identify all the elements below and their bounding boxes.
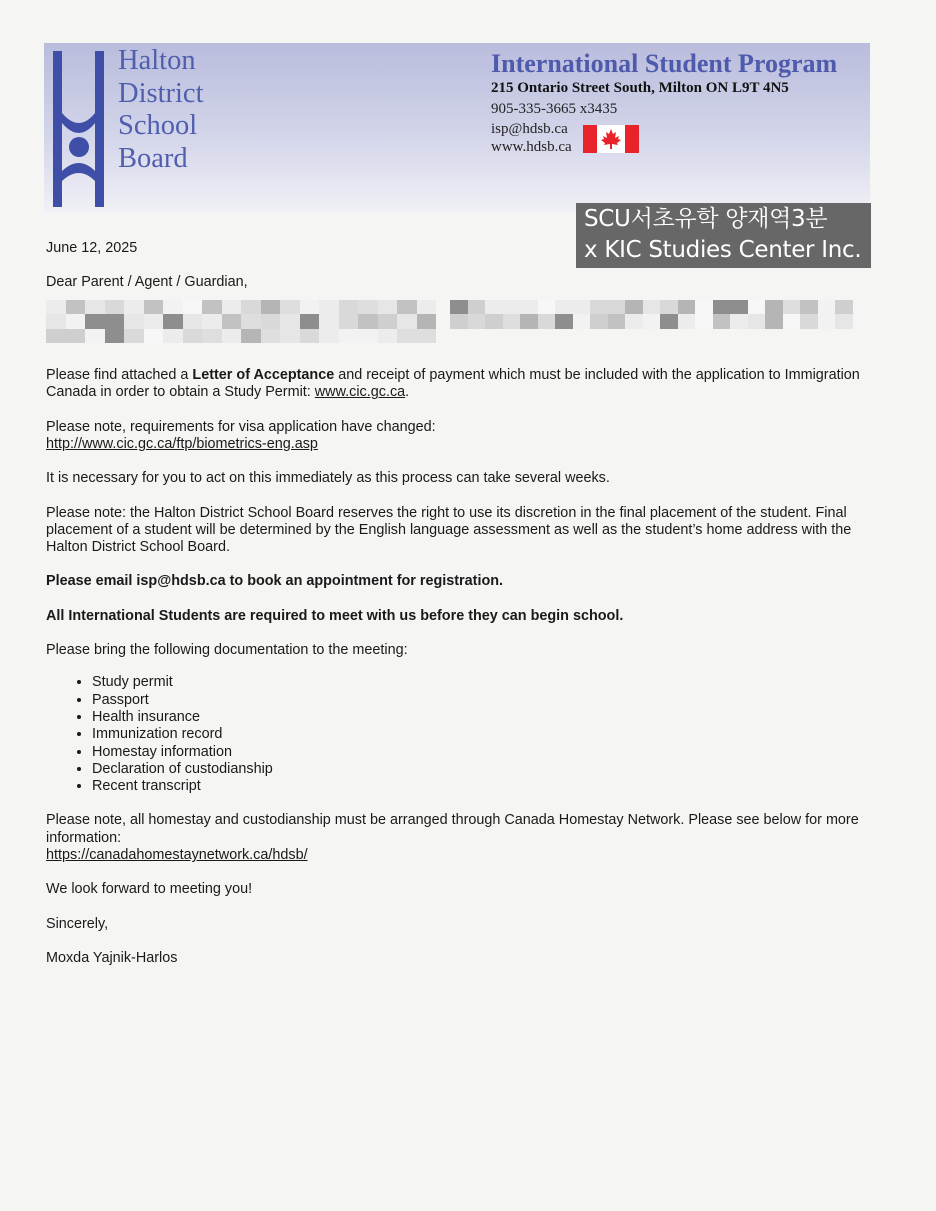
redacted-pixel: [713, 314, 731, 329]
redacted-pixel: [66, 329, 86, 344]
cic-link[interactable]: www.cic.gc.ca: [314, 384, 406, 401]
list-item: • Declaration of custodianship: [92, 761, 876, 778]
redacted-pixel: [503, 314, 521, 329]
redacted-pixel: [397, 300, 417, 315]
board-name-line: Board: [118, 142, 188, 174]
redacted-pixel: [163, 314, 183, 329]
redacted-pixel: [397, 314, 417, 329]
redacted-pixel: [800, 314, 818, 329]
redacted-pixel: [695, 314, 713, 329]
redacted-pixel: [124, 300, 144, 315]
board-name-line: School: [118, 110, 198, 141]
redacted-pixel: [339, 314, 359, 329]
redacted-pixel: [85, 300, 105, 315]
redacted-pixel: [124, 329, 144, 344]
redacted-pixel: [520, 314, 538, 329]
redacted-pixel: [555, 300, 573, 315]
redacted-pixel: [261, 329, 281, 344]
meeting-requirement-paragraph: [46, 608, 876, 625]
documentation-intro: Please bring the following documentation to the meeting:: [46, 642, 408, 659]
text: and receipt of payment which must be included with the application to Immigration Canada in order to obtain a Study Permit:: [46, 367, 860, 401]
salutation: Dear Parent / Agent / Guardian,: [46, 274, 248, 291]
homestay-link[interactable]: https://canadahomestaynetwork.ca/hdsb/: [46, 847, 308, 864]
canada-flag-icon: [583, 125, 639, 153]
board-name-line: District: [118, 77, 204, 109]
redacted-pixel: [713, 300, 731, 315]
redacted-pixel: [730, 300, 748, 315]
board-name-line: Halton: [118, 45, 196, 76]
redacted-pixel: [695, 300, 713, 315]
redacted-pixel: [358, 314, 378, 329]
redacted-pixel: [300, 300, 320, 315]
biometrics-link[interactable]: http://www.cic.gc.ca/ftp/biometrics-eng.asp: [46, 435, 318, 452]
redacted-pixel: [319, 314, 339, 329]
redacted-pixel: [183, 314, 203, 329]
redacted-pixel: [678, 300, 696, 315]
redacted-pixel: [520, 300, 538, 315]
redacted-pixel: [85, 329, 105, 344]
redacted-pixel: [625, 300, 643, 315]
program-address: 215 Ontario Street South, Milton ON L9T 4N5: [491, 80, 789, 96]
redacted-pixel: [555, 314, 573, 329]
text: .: [405, 384, 410, 401]
letter-body: [46, 240, 876, 984]
redacted-pixel: [202, 300, 222, 315]
text: Please note, all homestay and custodianship must be arranged through Canada Homestay Network. Please see below for more information:: [46, 812, 859, 846]
program-phone: 905-335-3665 x3435: [491, 101, 618, 117]
letterhead: [44, 43, 870, 213]
redacted-pixel: [397, 329, 417, 344]
visa-paragraph: [46, 419, 876, 454]
signatory: Moxda Yajnik-Harlos: [46, 949, 178, 966]
redacted-pixel: [46, 314, 66, 329]
homestay-paragraph: [46, 812, 876, 864]
list-item: • Health insurance: [92, 709, 876, 726]
letter-date: June 12, 2025: [46, 240, 138, 256]
redacted-pixel: [358, 300, 378, 315]
redacted-pixel: [590, 314, 608, 329]
text: Please find attached a: [46, 367, 193, 384]
watermark-line: SCU서초유학 양재역3분: [584, 206, 828, 232]
redacted-pixel: [339, 329, 359, 344]
redacted-pixel: [378, 314, 398, 329]
redacted-pixel: [144, 314, 164, 329]
redacted-pixel: [241, 300, 261, 315]
redacted-pixel: [163, 300, 183, 315]
meeting-requirement-text: All International Students are required to meet with us before they can begin school.: [46, 607, 624, 624]
redacted-pixel: [46, 329, 66, 344]
redacted-pixel: [66, 314, 86, 329]
redacted-pixel: [608, 300, 626, 315]
redacted-pixel: [625, 314, 643, 329]
redacted-pixel: [468, 300, 486, 315]
redacted-pixel: [144, 300, 164, 315]
redacted-pixel: [144, 329, 164, 344]
list-item: • Study permit: [92, 674, 876, 691]
redacted-pixel: [261, 300, 281, 315]
program-title: International Student Program: [491, 49, 838, 78]
redacted-pixel: [378, 329, 398, 344]
redacted-pixel: [319, 329, 339, 344]
redacted-pixel: [818, 300, 836, 315]
redacted-pixel: [417, 300, 437, 315]
redacted-pixel: [124, 314, 144, 329]
redacted-pixel: [783, 300, 801, 315]
redacted-pixel: [503, 300, 521, 315]
redacted-pixel: [678, 314, 696, 329]
appointment-text: Please email isp@hdsb.ca to book an appointment for registration.: [46, 573, 504, 590]
redacted-pixel: [280, 314, 300, 329]
redacted-pixel: [280, 329, 300, 344]
redacted-pixel: [378, 300, 398, 315]
list-item: • Homestay information: [92, 744, 876, 761]
documentation-list: [46, 674, 876, 795]
list-item: • Immunization record: [92, 726, 876, 743]
redacted-pixel: [417, 329, 437, 344]
redacted-pixel: [573, 300, 591, 315]
redacted-pixel: [468, 314, 486, 329]
closing: Sincerely,: [46, 915, 109, 932]
redacted-pixel: [450, 300, 468, 315]
urgency-paragraph: It is necessary for you to act on this immediately as this process can take several weeks.: [46, 470, 610, 487]
appointment-paragraph: [46, 573, 876, 590]
placement-paragraph: Please note: the Halton District School Board reserves the right to use its discretion in the final placement of the student. Final placement of a student will be determined by the English language assessment as well as the student’s home address with the Halton District School Board.: [46, 504, 852, 556]
redacted-pixel: [485, 314, 503, 329]
redacted-pixels: [46, 300, 436, 344]
redacted-pixel: [643, 314, 661, 329]
list-item: • Recent transcript: [92, 778, 876, 795]
redacted-pixel: [46, 300, 66, 315]
redacted-pixel: [105, 314, 125, 329]
redacted-pixel: [485, 300, 503, 315]
list-item: • Passport: [92, 692, 876, 709]
redacted-pixel: [643, 300, 661, 315]
redacted-pixel: [300, 329, 320, 344]
redacted-pixel: [183, 329, 203, 344]
redacted-pixel: [339, 300, 359, 315]
letter-of-acceptance-text: Letter of Acceptance: [192, 367, 335, 384]
redacted-pixel: [783, 314, 801, 329]
redacted-pixel: [261, 314, 281, 329]
redacted-pixel: [835, 314, 853, 329]
redacted-pixel: [105, 329, 125, 344]
redacted-pixel: [608, 314, 626, 329]
redacted-block: [46, 300, 876, 344]
closing-remark: We look forward to meeting you!: [46, 881, 253, 898]
redacted-pixel: [105, 300, 125, 315]
redacted-pixel: [163, 329, 183, 344]
redacted-pixel: [818, 314, 836, 329]
redacted-pixels: [450, 300, 853, 344]
redacted-pixel: [358, 329, 378, 344]
redacted-pixel: [300, 314, 320, 329]
redacted-pixel: [222, 300, 242, 315]
redacted-pixel: [835, 300, 853, 315]
redacted-pixel: [538, 300, 556, 315]
redacted-pixel: [202, 314, 222, 329]
redacted-pixel: [538, 314, 556, 329]
redacted-pixel: [765, 314, 783, 329]
redacted-pixel: [66, 300, 86, 315]
redacted-pixel: [222, 314, 242, 329]
redacted-pixel: [222, 329, 242, 344]
acceptance-paragraph: [46, 367, 876, 402]
redacted-pixel: [660, 300, 678, 315]
redacted-pixel: [417, 314, 437, 329]
redacted-pixel: [660, 314, 678, 329]
redacted-pixel: [730, 314, 748, 329]
redacted-pixel: [319, 300, 339, 315]
hdsb-logo-icon: [53, 51, 105, 207]
redacted-pixel: [590, 300, 608, 315]
redacted-pixel: [241, 329, 261, 344]
redacted-pixel: [280, 300, 300, 315]
redacted-pixel: [241, 314, 261, 329]
redacted-pixel: [800, 300, 818, 315]
redacted-pixel: [765, 300, 783, 315]
program-website: www.hdsb.ca: [491, 139, 572, 155]
redacted-pixel: [748, 300, 766, 315]
redacted-pixel: [450, 314, 468, 329]
text: Please note, requirements for visa application have changed:: [46, 418, 436, 435]
redacted-pixel: [573, 314, 591, 329]
board-name: [118, 45, 204, 175]
redacted-pixel: [748, 314, 766, 329]
program-email: isp@hdsb.ca: [491, 121, 568, 137]
redacted-pixel: [85, 314, 105, 329]
redacted-pixel: [202, 329, 222, 344]
redacted-pixel: [183, 300, 203, 315]
watermark-line: x KIC Studies Center Inc.: [584, 237, 862, 263]
